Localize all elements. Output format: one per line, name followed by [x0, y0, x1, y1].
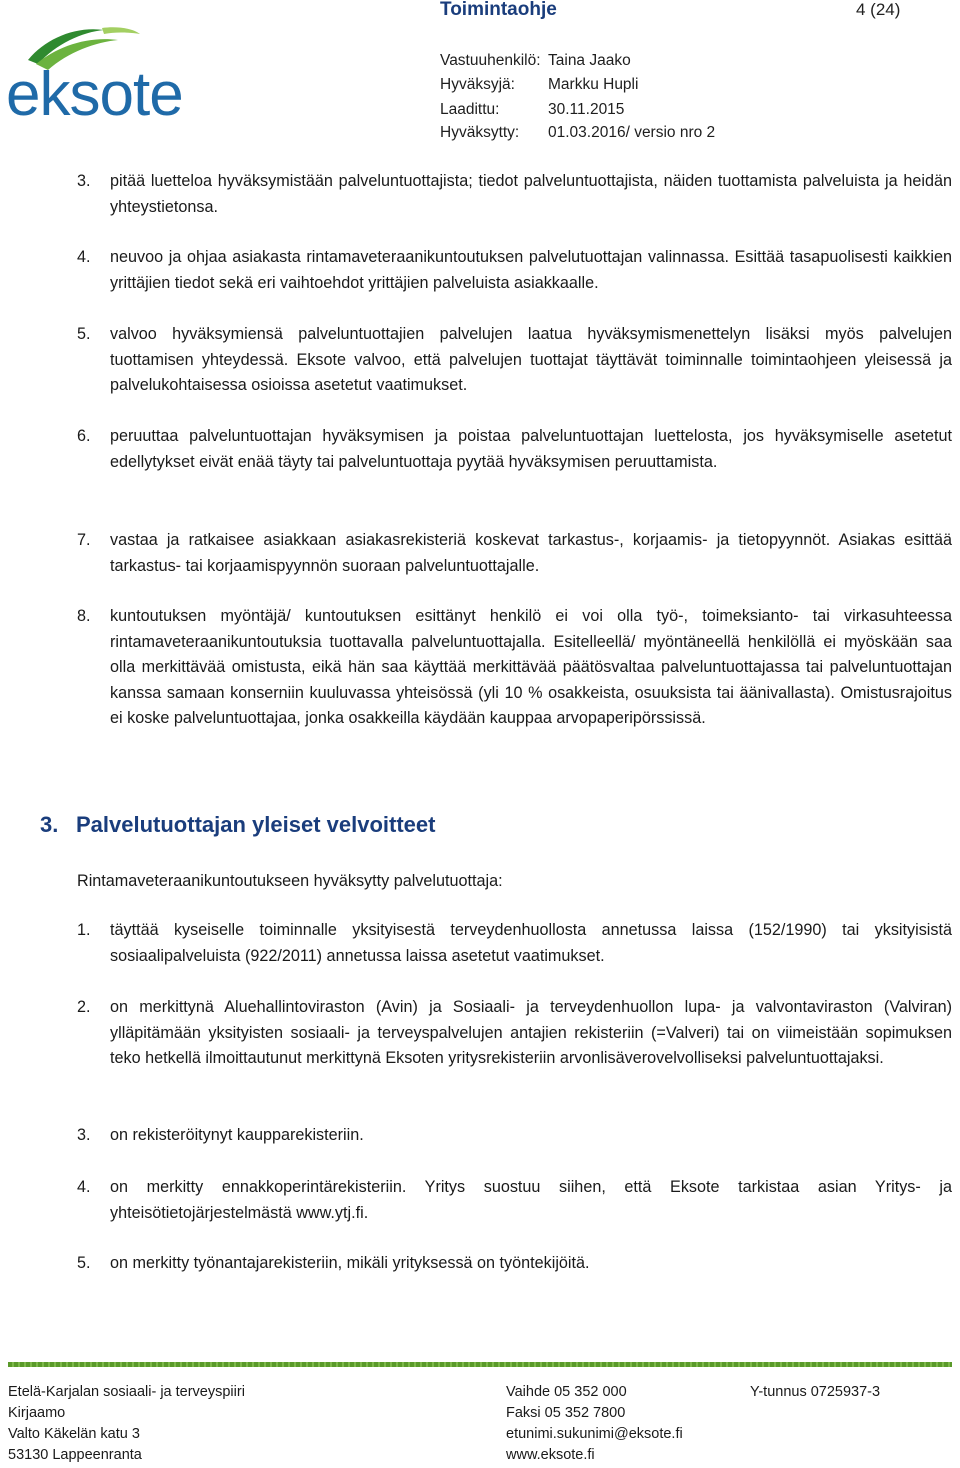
footer-address [8, 1382, 245, 1466]
list-item-number: 2. [77, 998, 91, 1016]
footer-contact [506, 1382, 683, 1466]
section-number: 3. [40, 812, 59, 837]
list-item-text: neuvoo ja ohjaa asiakasta rintamaveteraanikuntoutuksen palvelutuottajan valinnassa. Esittää tasapuolisesti kaikkien yrittäjien tiedot sekä eri vaihtoehdot yrittäjien palveluista asiakkaalle. [110, 248, 952, 292]
list-item [77, 245, 952, 296]
list-item [77, 1123, 952, 1149]
list-item-text: on rekisteröitynyt kaupparekisteriin. [110, 1126, 364, 1144]
footer-line: Etelä-Karjalan sosiaali- ja terveyspiiri [8, 1384, 245, 1400]
list-item-text: täyttää kyseiselle toiminnalle yksityisestä terveydenhuollosta annetussa laissa (152/1990) tai yksityisistä sosiaalipalveluista (922/2011) annetussa laissa asetetut vaatimukset. [110, 921, 952, 965]
footer-line: 53130 Lappeenranta [8, 1447, 142, 1463]
footer-line: Faksi 05 352 7800 [506, 1405, 626, 1421]
list-item-number: 5. [77, 325, 91, 343]
list-item [77, 322, 952, 399]
list-item-number: 1. [77, 921, 91, 939]
list-item-number: 7. [77, 531, 91, 549]
footer-line: Y-tunnus 0725937-3 [750, 1384, 881, 1400]
meta-value: Taina Jaako [548, 52, 631, 69]
page-number: 4 (24) [856, 0, 901, 19]
list-item [77, 995, 952, 1072]
list-item-text: on merkittynä Aluehallintoviraston (Avin) ja Sosiaali- ja terveydenhuollon lupa- ja valvontaviraston (Valviran) ylläpitämään yksityisten sosiaali- ja terveyspalvelujen antajien rekisteriin (=Valveri) tai on viimeistään sopimuksen teko hetkellä ilmoittautunut merkittynä Eksoten yritysrekisteriin arvonlisäverovelvolliseksi palveluntuottajaksi. [110, 998, 952, 1067]
meta-label: Hyväksyjä: [440, 76, 515, 93]
list-item-number: 3. [77, 172, 91, 190]
meta-value: 30.11.2015 [548, 101, 625, 118]
eksote-logo [6, 20, 183, 129]
list-item-number: 4. [77, 248, 91, 266]
meta-value: 01.03.2016/ versio nro 2 [548, 124, 716, 141]
section-intro: Rintamaveteraanikuntoutukseen hyväksytty palvelutuottaja: [77, 872, 503, 890]
list-item [77, 604, 952, 732]
list-item-number: 4. [77, 1178, 91, 1196]
list-item [77, 918, 952, 969]
list-item-number: 5. [77, 1254, 91, 1272]
list-item-text: valvoo hyväksymiensä palveluntuottajien palvelujen laatua hyväksymismenettelyn lisäksi myös palvelujen tuottamisen yhteydessä. Eksote valvoo, että palvelujen tuottajat täyttävät toiminnalle toimintaohjeen yleisessä ja palvelukohtaisessa osioissa asetetut vaatimukset. [110, 325, 952, 394]
meta-label: Vastuuhenkilö: [440, 52, 541, 69]
list-item-text: on merkitty työnantajarekisteriin, mikäli yrityksessä on työntekijöitä. [110, 1254, 590, 1272]
list-item [77, 424, 952, 475]
footer-business-id [750, 1382, 880, 1403]
list-item [77, 528, 952, 579]
meta-value: Markku Hupli [548, 76, 639, 93]
footer-email-link[interactable]: etunimi.sukunimi@eksote.fi [506, 1426, 683, 1442]
footer-divider [8, 1362, 952, 1367]
meta-label: Laadittu: [440, 101, 500, 118]
list-item-text: on merkitty ennakkoperintärekisteriin. Yritys suostuu siihen, että Eksote tarkistaa asian Yritys- ja yhteisötietojärjestelmästä www.ytj.fi. [110, 1178, 952, 1222]
footer-line: Kirjaamo [8, 1405, 66, 1421]
list-item [77, 169, 952, 220]
list-item-number: 8. [77, 607, 91, 625]
logo-text: eksote [6, 60, 183, 129]
meta-label: Hyväksytty: [440, 124, 520, 141]
list-item-text: vastaa ja ratkaisee asiakkaan asiakasrekisteriä koskevat tarkastus-, korjaamis- ja tietopyynnöt. Asiakas esittää tarkastus- tai korjaamispyynnön suoraan palveluntuottajalle. [110, 531, 952, 575]
list-item-number: 3. [77, 1126, 91, 1144]
list-item [77, 1251, 952, 1277]
page-title: Toimintaohje [440, 0, 557, 20]
list-item [77, 1175, 952, 1226]
section-heading [40, 812, 435, 838]
footer-line: Valto Käkelän katu 3 [8, 1426, 140, 1442]
footer-website-link[interactable]: www.eksote.fi [506, 1447, 595, 1463]
section-title: Palvelutuottajan yleiset velvoitteet [76, 812, 436, 837]
footer-line: Vaihde 05 352 000 [506, 1384, 627, 1400]
list-item-text: pitää luetteloa hyväksymistään palveluntuottajista; tiedot palveluntuottajista, näiden tuottamista palveluista ja heidän yhteystietonsa. [110, 172, 952, 216]
list-item-text: peruuttaa palveluntuottajan hyväksymisen ja poistaa palveluntuottajan luettelosta, jos hyväksymiselle asetetut edellytykset eivät enää täyty tai palveluntuottaja pyytää hyväksymisen peruuttamista. [110, 427, 952, 471]
list-item-text: kuntoutuksen myöntäjä/ kuntoutuksen esittänyt henkilö ei voi olla työ-, toimeksianto- tai virkasuhteessa rintamaveteraanikuntoutuksia tuottavalla palveluntuottajalla. Esitelleellä/ myöntäneellä henkilöllä ei myöskään saa olla merkittävää omistusta, eikä hän saa käyttää merkittävää päätösvaltaa palveluntuottajassa tai palveluntuottajan kanssa samaan konserniin kuuluvassa yhteisössä (yli 10 % osakkeista, osuuksista tai äänivallasta). Omistusrajoitus ei koske palveluntuottajaa, jonka osakkeilla käydään kauppaa arvopaperipörssissä. [110, 607, 952, 727]
list-item-number: 6. [77, 427, 91, 445]
